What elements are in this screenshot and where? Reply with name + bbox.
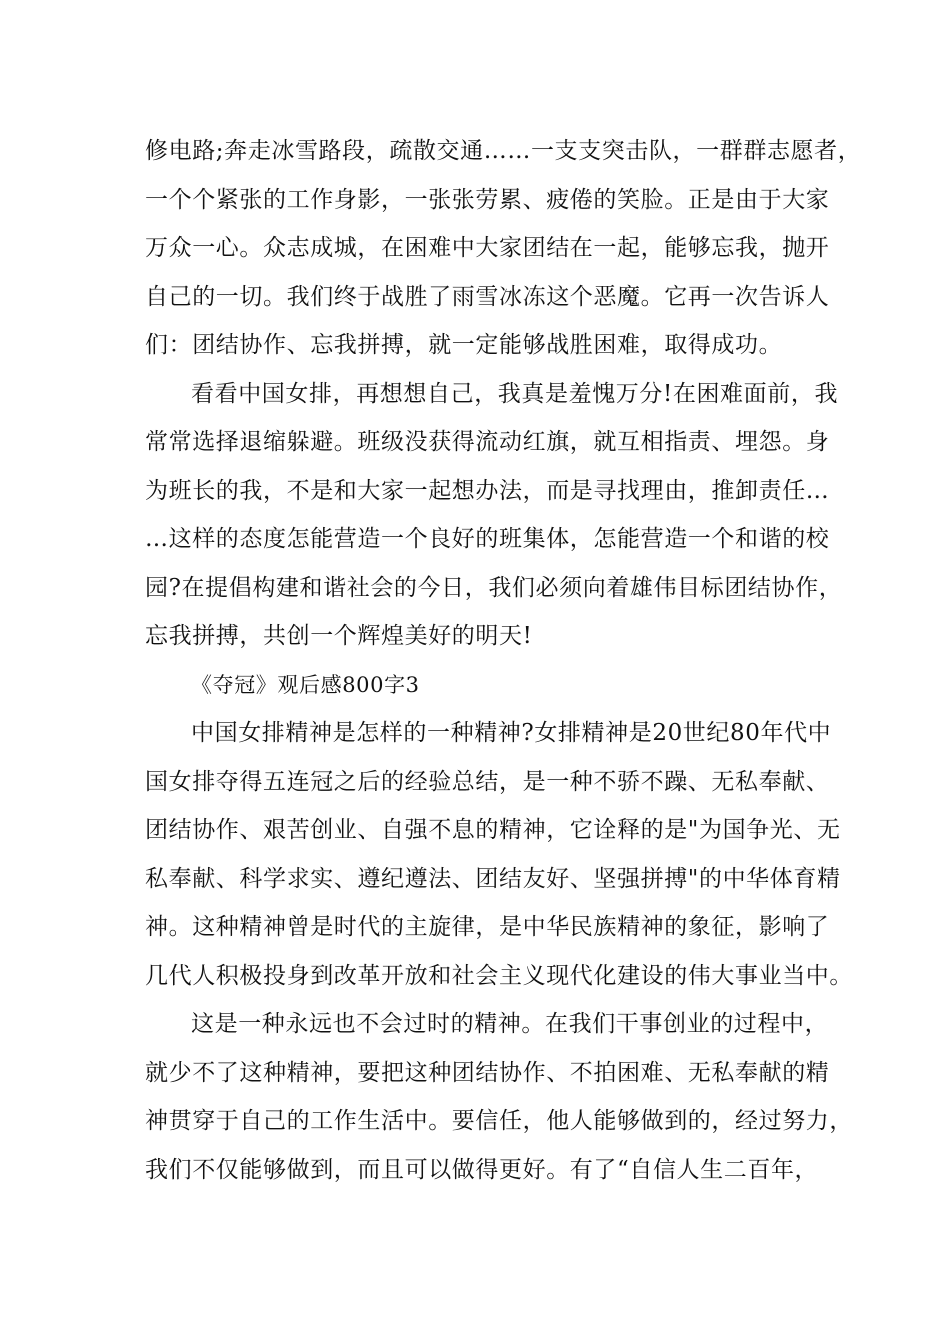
paragraph-line: 神。这种精神曾是时代的主旋律，是中华民族精神的象征，影响了 (145, 914, 830, 940)
paragraph-line: 万众一心。众志成城，在困难中大家团结在一起，能够忘我，抛开 (145, 235, 830, 261)
section-heading: 《夺冠》观后感800字3 (191, 672, 420, 697)
paragraph-line: 神贯穿于自己的工作生活中。要信任，他人能够做到的，经过努力， (145, 1108, 853, 1134)
paragraph-line: 园?在提倡构建和谐社会的今日，我们必须向着雄伟目标团结协作， (145, 574, 843, 601)
paragraph-line: 们：团结协作、忘我拼搏，就一定能够战胜困难，取得成功。 (145, 332, 783, 358)
paragraph-line: 忘我拼搏，共创一个辉煌美好的明天! (145, 623, 533, 649)
paragraph-line: 我们不仅能够做到，而且可以做得更好。有了“自信人生二百年， (145, 1156, 819, 1183)
paragraph-line: 常常选择退缩躲避。班级没获得流动红旗，就互相指责、埋怨。身 (145, 429, 830, 455)
paragraph-line: 自己的一切。我们终于战胜了雨雪冰冻这个恶魔。它再一次告诉人 (145, 283, 830, 310)
paragraph-line: 这是一种永远也不会过时的精神。在我们干事创业的过程中， (191, 1011, 829, 1037)
paragraph-line: 国女排夺得五连冠之后的经验总结，是一种不骄不躁、无私奉献、 (145, 768, 830, 795)
paragraph-line: 看看中国女排，再想想自己，我真是羞愧万分!在困难面前，我 (191, 380, 839, 407)
paragraph-line: 为班长的我，不是和大家一起想办法，而是寻找理由，推卸责任… (145, 477, 830, 504)
paragraph-line: …这样的态度怎能营造一个良好的班集体，怎能营造一个和谐的校 (145, 526, 830, 552)
paragraph-line: 中国女排精神是怎样的一种精神?女排精神是20世纪80年代中 (191, 720, 832, 746)
paragraph-2 (145, 370, 843, 661)
paragraph-1 (145, 127, 862, 370)
paragraph-line: 一个个紧张的工作身影，一张张劳累、疲倦的笑脸。正是由于大家 (145, 186, 830, 213)
paragraph-3 (145, 709, 853, 1000)
paragraph-line: 修电路;奔走冰雪路段，疏散交通……一支支突击队，一群群志愿者， (145, 138, 862, 164)
paragraph-line: 就少不了这种精神，要把这种团结协作、不拍困难、无私奉献的精 (145, 1059, 830, 1086)
paragraph-line: 团结协作、艰苦创业、自强不息的精神，它诠释的是"为国争光、无 (145, 817, 841, 843)
paragraph-line: 私奉献、科学求实、遵纪遵法、团结友好、坚强拼搏"的中华体育精 (145, 865, 841, 892)
paragraph-line: 几代人积极投身到改革开放和社会主义现代化建设的伟大事业当中。 (145, 962, 853, 989)
document-body (145, 127, 862, 1194)
paragraph-4 (145, 1000, 853, 1194)
